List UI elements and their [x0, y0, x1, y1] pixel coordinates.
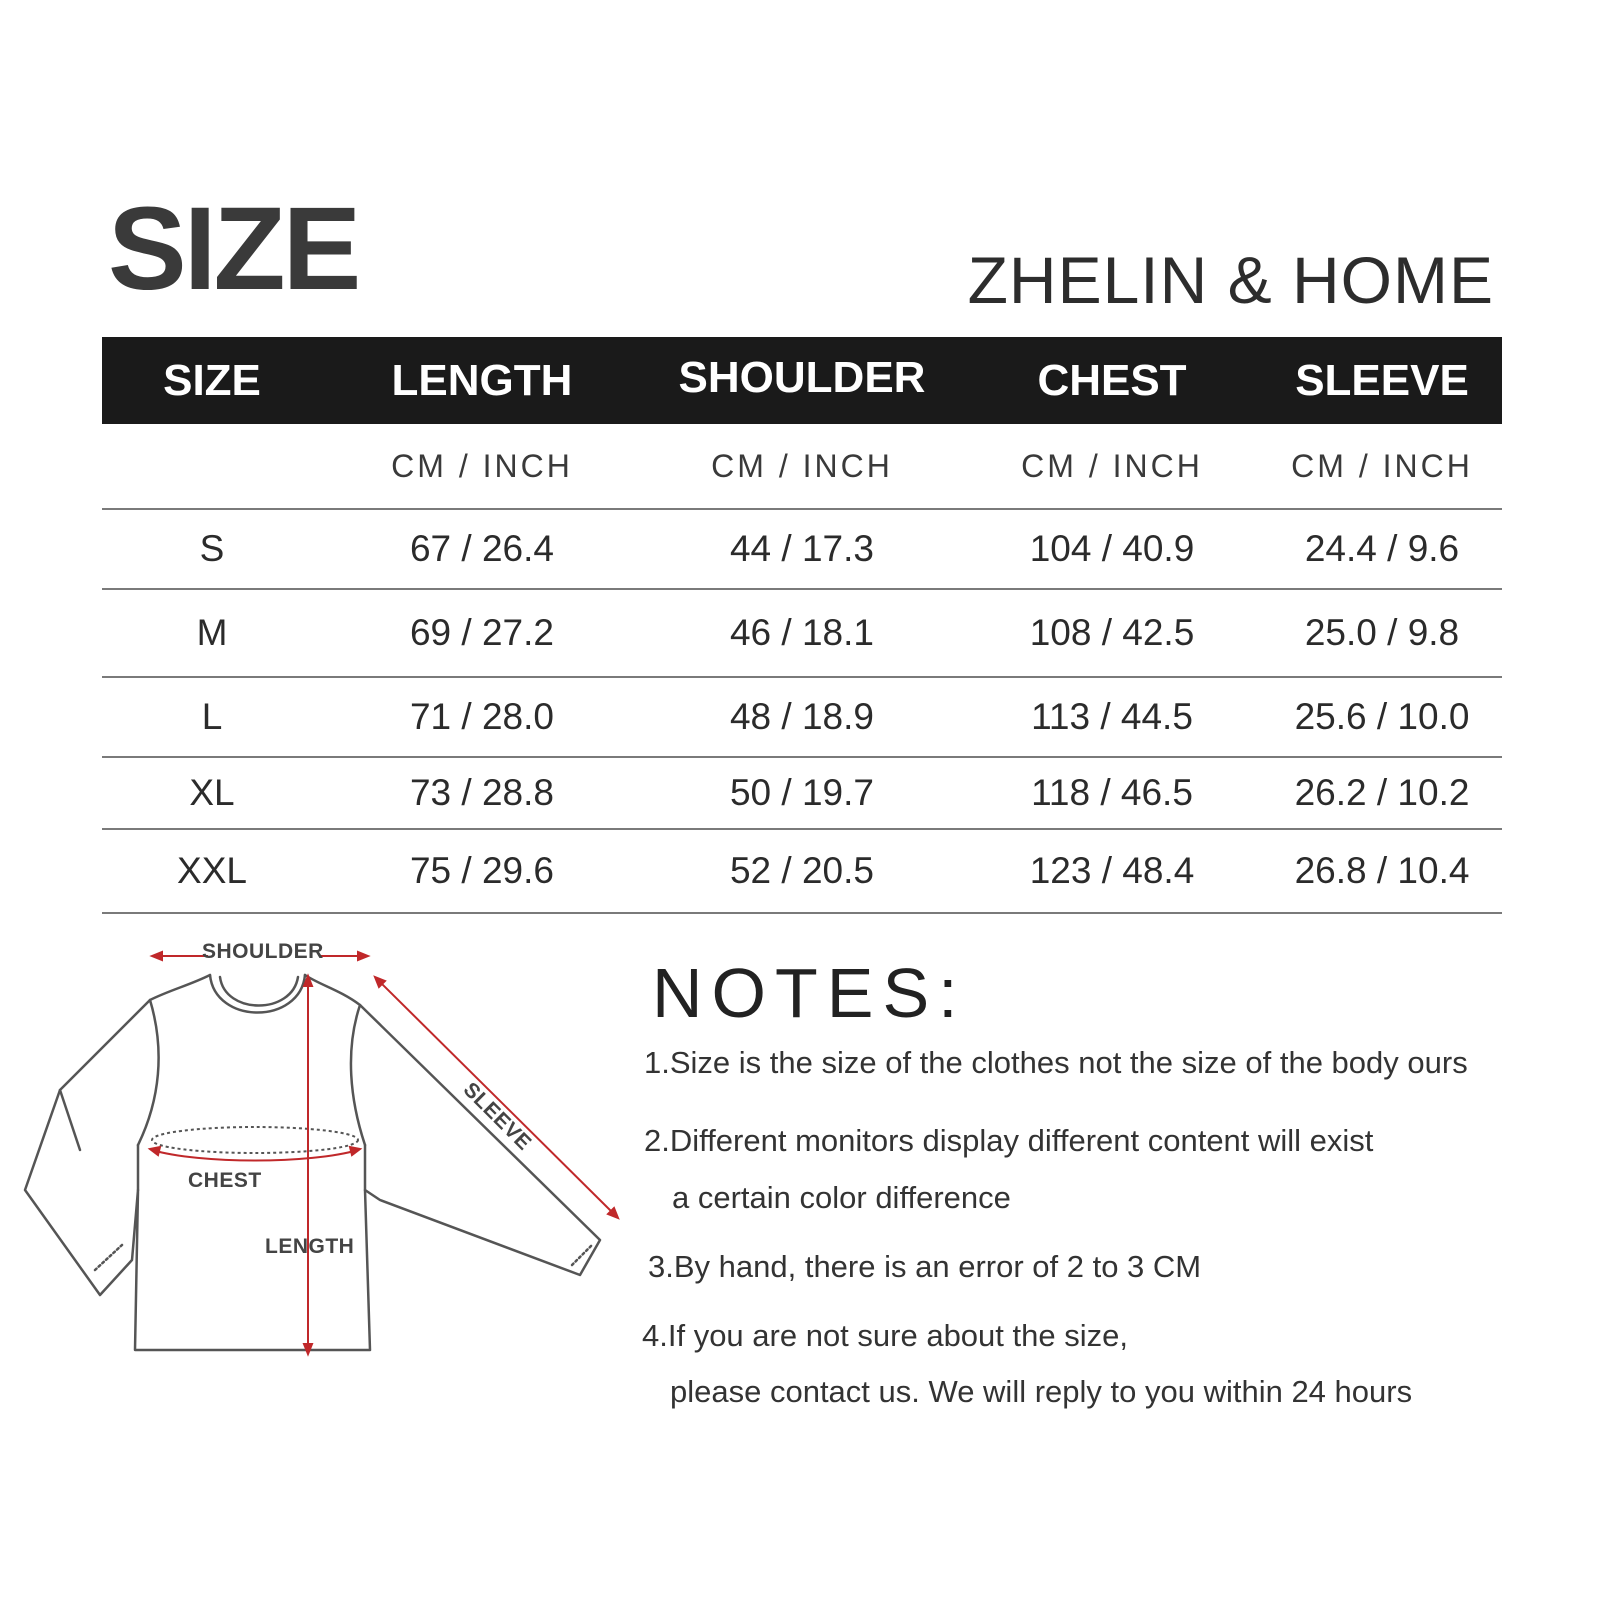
- length-label: LENGTH: [265, 1235, 355, 1258]
- shoulder-cell: 52 / 20.5: [729, 850, 874, 891]
- sleeve-cell: 25.6 / 10.0: [1294, 696, 1470, 737]
- brand-name: ZHELIN & HOME: [967, 243, 1494, 317]
- units-row: [102, 424, 1502, 508]
- sleeve-cell: 26.2 / 10.2: [1294, 772, 1470, 813]
- sleeve-cell: 25.0 / 9.8: [1304, 612, 1460, 653]
- unit-label: CM / INCH: [391, 447, 573, 484]
- note-item: 2.Different monitors display different content will exist: [644, 1123, 1374, 1158]
- chest-cell: 123 / 48.4: [1029, 850, 1195, 891]
- shirt-outline: [20, 950, 640, 1410]
- column-header-chest: CHEST: [1037, 355, 1187, 405]
- length-cell: 75 / 29.6: [409, 850, 554, 891]
- size-cell: S: [199, 528, 225, 569]
- chest-cell: 118 / 46.5: [1031, 772, 1193, 813]
- sleeve-cell: 24.4 / 9.6: [1304, 528, 1460, 569]
- shoulder-label: SHOULDER: [202, 940, 324, 963]
- size-cell: M: [196, 612, 228, 653]
- length-cell: 73 / 28.8: [409, 772, 554, 813]
- table-row: [102, 508, 1502, 588]
- column-header-length: LENGTH: [391, 355, 573, 405]
- sleeve-cell: 26.8 / 10.4: [1294, 850, 1470, 891]
- note-item: 1.Size is the size of the clothes not the size of the body ours: [644, 1045, 1468, 1080]
- note-item: please contact us. We will reply to you within 24 hours: [670, 1374, 1413, 1409]
- column-header-sleeve: SLEEVE: [1295, 355, 1469, 405]
- column-header-shoulder: SHOULDER: [678, 352, 926, 402]
- length-cell: 71 / 28.0: [409, 696, 554, 737]
- length-cell: 67 / 26.4: [409, 528, 554, 569]
- page-title: SIZE: [108, 183, 359, 315]
- column-header-size: SIZE: [163, 355, 261, 405]
- unit-label: CM / INCH: [1021, 447, 1203, 484]
- table-row: [102, 676, 1502, 756]
- chest-cell: 104 / 40.9: [1029, 528, 1195, 569]
- chest-label: CHEST: [188, 1169, 262, 1192]
- size-cell: L: [201, 696, 223, 737]
- size-table: [102, 337, 1502, 914]
- note-item: a certain color difference: [672, 1180, 1011, 1215]
- table-row: [102, 828, 1502, 914]
- size-cell: XL: [189, 772, 235, 813]
- table-header-row: [102, 337, 1502, 424]
- shoulder-cell: 44 / 17.3: [729, 528, 874, 569]
- shoulder-cell: 46 / 18.1: [729, 612, 874, 653]
- shoulder-cell: 50 / 19.7: [729, 772, 874, 813]
- unit-label: CM / INCH: [1291, 447, 1473, 484]
- shoulder-cell: 48 / 18.9: [729, 696, 874, 737]
- unit-label: CM / INCH: [711, 447, 893, 484]
- notes-title: NOTES:: [652, 954, 967, 1032]
- chest-cell: 108 / 42.5: [1029, 612, 1195, 653]
- note-item: 3.By hand, there is an error of 2 to 3 CM: [648, 1249, 1202, 1284]
- chest-cell: 113 / 44.5: [1031, 696, 1193, 737]
- table-row: [102, 588, 1502, 676]
- sleeve-label: SLEEVE: [458, 1078, 536, 1155]
- measurement-diagram: [20, 940, 640, 1410]
- table-row: [102, 756, 1502, 828]
- size-cell: XXL: [177, 850, 247, 891]
- length-cell: 69 / 27.2: [409, 612, 554, 653]
- note-item: 4.If you are not sure about the size,: [642, 1318, 1128, 1353]
